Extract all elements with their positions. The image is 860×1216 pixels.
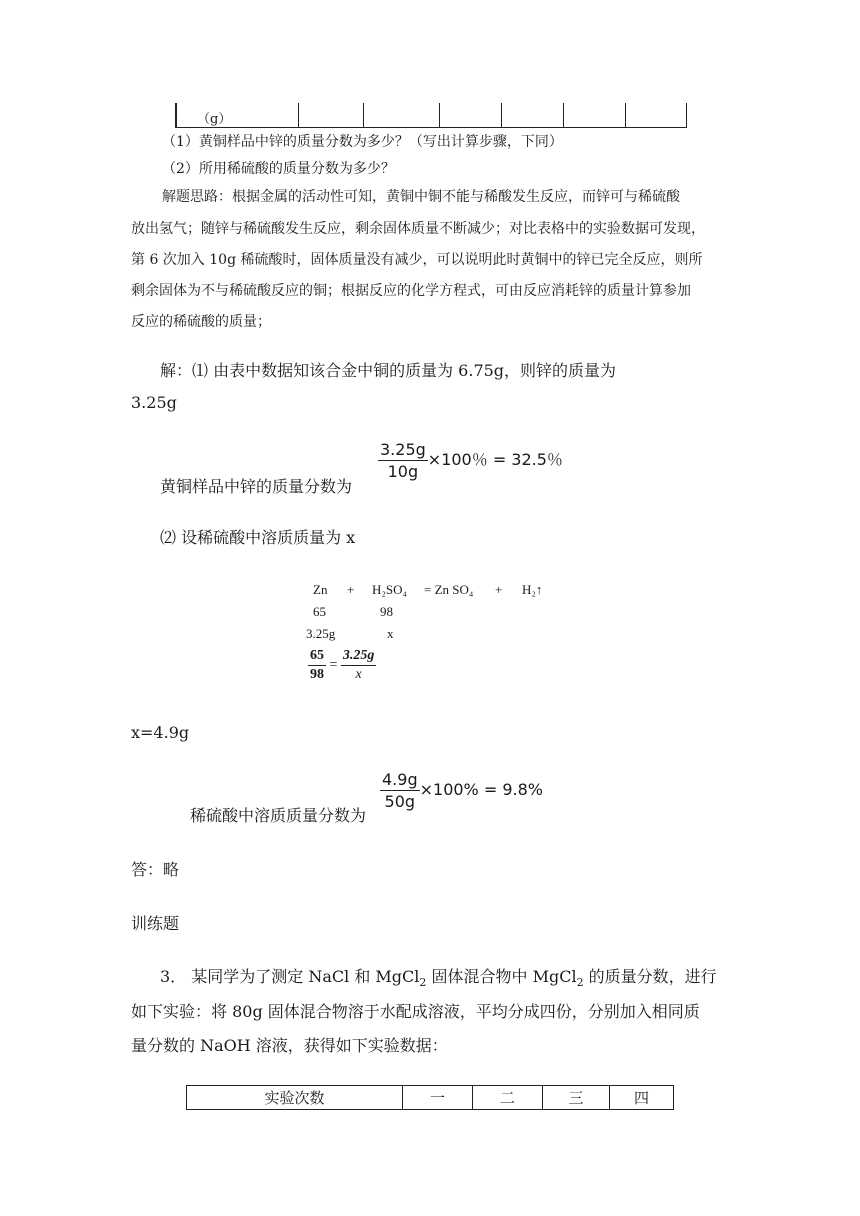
acid-fraction-formula <box>380 770 543 811</box>
fraction-tail: ×100％ = 32.5％ <box>427 450 563 469</box>
eq-plus: + <box>347 582 355 597</box>
eq-h2so4: H₂SO₄ <box>372 582 408 597</box>
fraction-numerator: 65 <box>308 648 326 666</box>
fraction-tail: ×100% = 9.8% <box>419 780 543 799</box>
question-3-line: 如下实验：将 80g 固体混合物溶于水配成溶液，平均分成四份，分别加入相同质 <box>131 1002 700 1021</box>
solution-part1-cont: 3.25g <box>131 393 177 412</box>
eq-unknown: x <box>387 626 394 641</box>
answer: 答：略 <box>131 860 180 879</box>
zinc-fraction-label: 黄铜样品中锌的质量分数为 <box>160 477 353 496</box>
question-2: （2）所用稀硫酸的质量分数为多少？ <box>162 161 395 177</box>
table-cell <box>563 103 625 127</box>
ratio-equals: = <box>329 657 338 673</box>
ratio-equation <box>308 648 376 683</box>
zinc-fraction-formula <box>378 440 563 481</box>
analysis-line: 解题思路：根据金属的活动性可知，黄铜中铜不能与稀酸发生反应，而锌可与稀硫酸 <box>162 189 680 205</box>
fraction-denominator: 50g <box>384 792 416 811</box>
q3-text: 的质量分数，进行 <box>583 967 717 986</box>
table-cell <box>501 103 563 127</box>
solution-part2: ⑵ 设稀硫酸中溶质质量为 x <box>160 528 356 547</box>
eq-h2: H₂↑ <box>522 582 543 597</box>
fraction-numerator: 4.9g <box>382 770 418 789</box>
eq-zn: Zn <box>313 582 328 597</box>
experiment-table <box>186 1085 674 1110</box>
x-result: x=4.9g <box>131 723 190 742</box>
fraction-numerator: 3.25g <box>380 440 426 459</box>
eq-mass-zn: 65 <box>313 604 326 619</box>
analysis-line: 反应的稀硫酸的质量； <box>131 314 271 330</box>
table-cell <box>625 103 686 127</box>
subscript: 2 <box>576 976 584 990</box>
table-header-cell: 三 <box>543 1086 610 1110</box>
analysis-line: 第 6 次加入 10g 稀硫酸时，固体质量没有减少，可以说明此时黄铜中的锌已完全反应，则所 <box>131 252 703 268</box>
top-table <box>175 103 687 128</box>
fraction-numerator: 3.25g <box>341 648 377 666</box>
q3-text: 固体混合物中 MgCl <box>426 967 577 986</box>
table-cell: （g） <box>176 103 298 127</box>
table-header-cell: 四 <box>610 1086 674 1110</box>
question-3-line <box>160 964 717 989</box>
analysis-line: 放出氢气；随锌与稀硫酸发生反应，剩余固体质量不断减少；对比表格中的实验数据可发现， <box>131 221 705 237</box>
question-3-line: 量分数的 NaOH 溶液，获得如下实验数据： <box>131 1036 448 1055</box>
table-row <box>187 1086 674 1110</box>
analysis-line: 剩余固体为不与稀硫酸反应的铜；根据反应的化学方程式，可由反应消耗锌的质量计算参加 <box>131 283 691 299</box>
table-cell <box>363 103 439 127</box>
table-header-cell: 实验次数 <box>187 1086 403 1110</box>
fraction-denominator: 98 <box>310 667 324 682</box>
training-heading: 训练题 <box>131 914 180 933</box>
table-cell <box>439 103 501 127</box>
eq-mass-h2so4: 98 <box>380 604 393 619</box>
table-header-cell: 二 <box>473 1086 543 1110</box>
subscript: 2 <box>419 976 427 990</box>
fraction-denominator: 10g <box>387 462 419 481</box>
eq-znso4: = Zn SO₄ <box>424 582 474 597</box>
fraction-denominator: x <box>355 667 362 682</box>
eq-given-zn: 3.25g <box>306 626 336 641</box>
acid-fraction-label: 稀硫酸中溶质质量分数为 <box>190 806 367 825</box>
table-cell <box>298 103 363 127</box>
eq-plus: + <box>495 582 503 597</box>
table-header-cell: 一 <box>403 1086 473 1110</box>
question-1: （1）黄铜样品中锌的质量分数为多少？（写出计算步骤，下同） <box>162 134 563 150</box>
solution-part1: 解：⑴ 由表中数据知该合金中铜的质量为 6.75g，则锌的质量为 <box>160 361 617 380</box>
q3-text: 3． 某同学为了测定 NaCl 和 MgCl <box>160 967 420 986</box>
